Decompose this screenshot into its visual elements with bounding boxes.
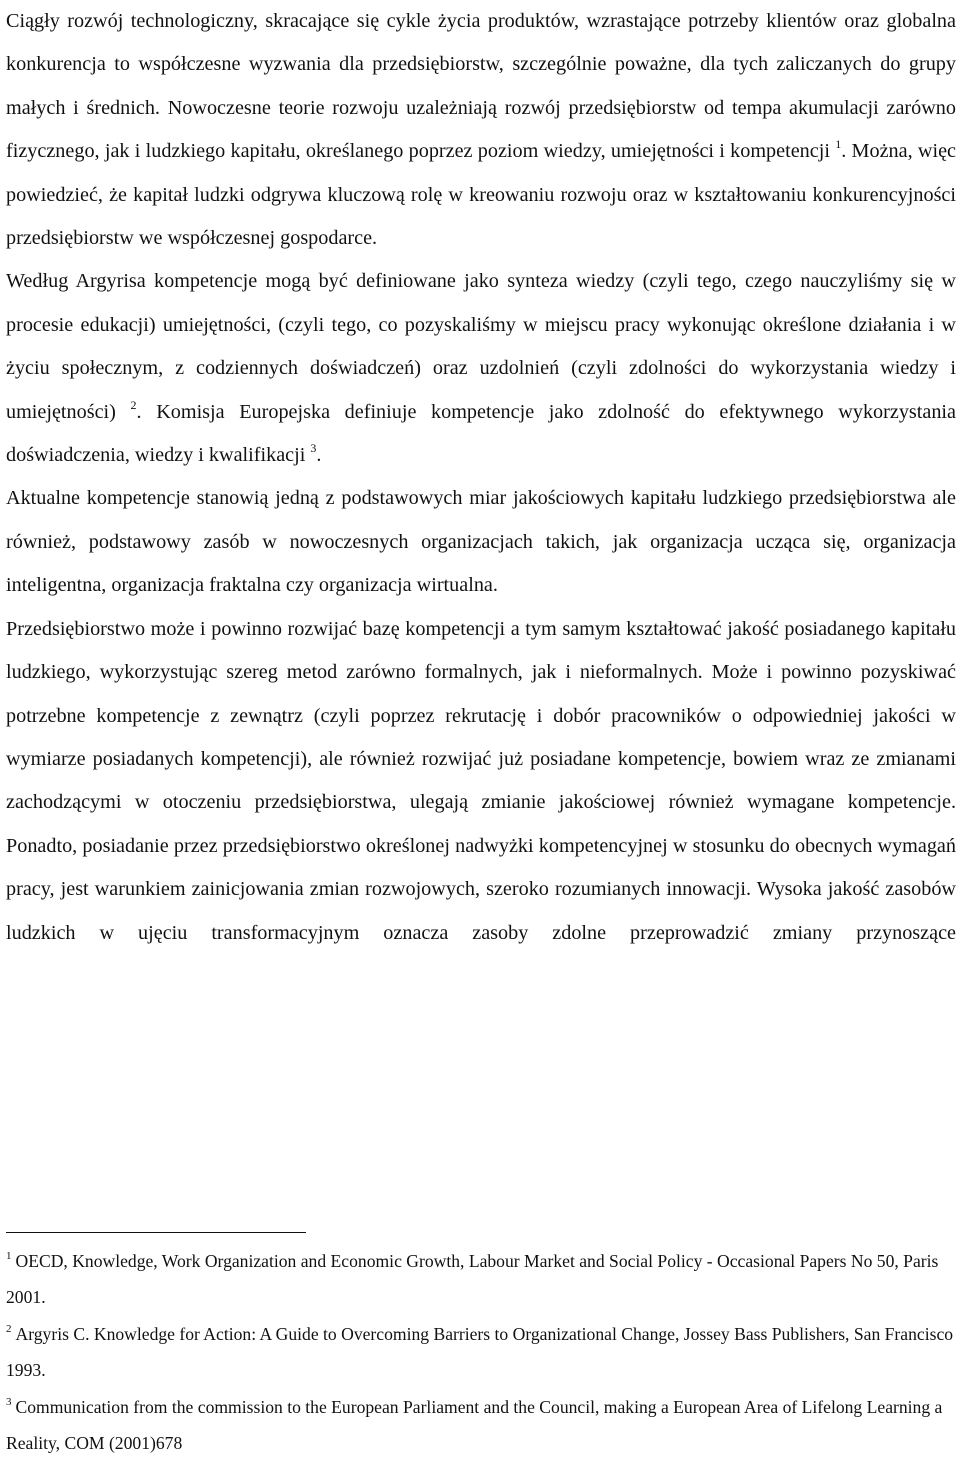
- footnotes-section: [6, 1243, 956, 1461]
- footnote-number: 1: [6, 1250, 12, 1262]
- paragraph-text: . Komisja Europejska definiuje kompetencje jako zdolność do efektywnego wykorzystania doświadczenia, wiedzy i kwalifikacji: [6, 400, 956, 467]
- paragraph-text: . Można, więc powiedzieć, że kapitał ludzki odgrywa kluczową rolę w kreowaniu rozwoju oraz w kształtowaniu konkurencyjności przedsiębiorstw we współczesnej gospodarce.: [6, 140, 956, 250]
- footnote-3: [6, 1389, 956, 1461]
- footnote-text: Argyris C. Knowledge for Action: A Guide to Overcoming Barriers to Organizational Change, Jossey Bass Publishers, San Francisco 1993.: [6, 1323, 954, 1381]
- footnote-number: 3: [6, 1395, 12, 1408]
- footnote-1: [6, 1243, 956, 1316]
- footnote-reference-3: 3: [310, 441, 317, 456]
- paragraph-competency-development: [6, 608, 956, 955]
- document-page: [6, 0, 956, 955]
- footnote-2: [6, 1316, 956, 1389]
- paragraph-text: Ciągły rozwój technologiczny, skracające się cykle życia produktów, wzrastające potrzeby klientów oraz globalna konkurencja to współczesne wyzwania dla przedsiębiorstw, szczególnie poważne, dla tych zaliczanych do grupy małych i średnich. Nowoczesne teorie rozwoju uzależniają rozwój przedsiębiorstw od tempa akumulacji zarówno fizycznego, jak i ludzkiego kapitału, określanego poprzez poziom wiedzy, umiejętności i kompetencji: [6, 10, 956, 163]
- footnote-text: OECD, Knowledge, Work Organization and Economic Growth, Labour Market and Social Policy - Occasional Papers No 50, Paris 2001.: [6, 1251, 939, 1308]
- footnote-reference-1: 1: [835, 137, 842, 152]
- paragraph-text: Przedsiębiorstwo może i powinno rozwijać bazę kompetencji a tym samym kształtować jakość posiadanego kapitału ludzkiego, wykorzystując szereg metod zarówno formalnych, jak i nieformalnych. Może i powinno pozyskiwać potrzebne kompetencje z zewnątrz (czyli poprzez rekrutację i dobór pracowników o odpowiedniej jakości w wymiarze posiadanych kompetencji), ale również rozwijać już posiadane kompetencje, bowiem wraz ze zmianami zachodzącymi w otoczeniu przedsiębiorstwa, ulegają zmianie jakościowej również wymagane kompetencje. Ponadto, posiadanie przez przedsiębiorstwo określonej nadwyżki kompetencyjnej w stosunku do obecnych wymagań pracy, jest warunkiem zainicjowania zmian rozwojowych, szeroko rozumianych innowacji. Wysoka jakość zasobów ludzkich w ujęciu transformacyjnym oznacza zasoby zdolne przeprowadzić zmiany przynoszące: [6, 617, 956, 944]
- footnote-text: Communication from the commission to the European Parliament and the Council, making a European Area of Lifelong Learning a Reality, COM (2001)678: [6, 1396, 943, 1454]
- paragraph-competition-challenges: [6, 0, 956, 260]
- paragraph-text: Według Argyrisa kompetencje mogą być definiowane jako synteza wiedzy (czyli tego, czego nauczyliśmy się w procesie edukacji) umiejętności, (czyli tego, co pozyskaliśmy w miejscu pracy wykonując określone działania i w życiu społecznym, z codziennych doświadczeń) oraz uzdolnień (czyli zdolności do wykorzystania wiedzy i umiejętności): [6, 270, 956, 423]
- footnote-number: 2: [6, 1322, 12, 1335]
- paragraph-current-competencies: [6, 477, 956, 607]
- paragraph-argyris-competencies: [6, 260, 956, 477]
- footnote-divider: [6, 1232, 306, 1233]
- paragraph-text: Aktualne kompetencje stanowią jedną z podstawowych miar jakościowych kapitału ludzkiego przedsiębiorstwa ale również, podstawowy zasób w nowoczesnych organizacjach takich, jak organizacja ucząca się, organizacja inteligentna, organizacja fraktalna czy organizacja wirtualna.: [6, 487, 956, 597]
- paragraph-text: .: [316, 444, 322, 467]
- footnote-reference-2: 2: [130, 397, 137, 412]
